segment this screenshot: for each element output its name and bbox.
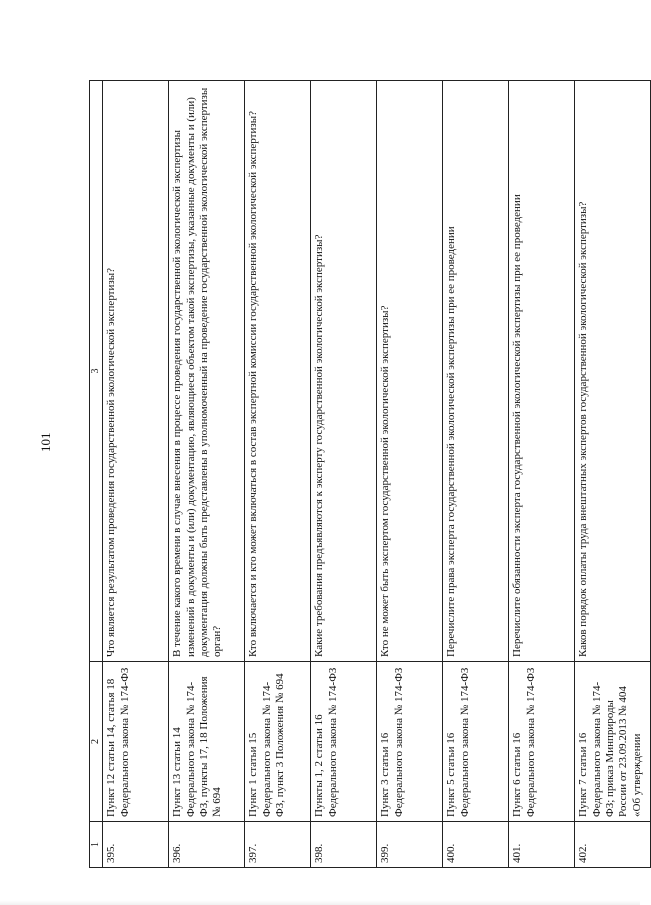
row-number: 402. — [575, 822, 651, 868]
table-row — [443, 81, 509, 868]
table-header-row — [90, 81, 103, 868]
question-text: Кто включается и кто может включаться в состав экспертной комиссии государственной экологической экспертизы? — [245, 81, 311, 662]
row-number: 401. — [509, 822, 575, 868]
row-number: 396. — [169, 822, 245, 868]
legal-reference: Пункт 12 статьи 14, статья 18 Федерального закона № 174-ФЗ — [103, 662, 169, 822]
table-row — [103, 81, 169, 868]
legal-reference: Пункты 1, 2 статьи 16 Федерального закона № 174-ФЗ — [311, 662, 377, 822]
row-number: 399. — [377, 822, 443, 868]
row-number: 400. — [443, 822, 509, 868]
row-number: 395. — [103, 822, 169, 868]
question-text: Перечислите права эксперта государственной экологической экспертизы при ее проведении — [443, 81, 509, 662]
question-text: Перечислите обязанности эксперта государственной экологической экспертизы при ее проведении — [509, 81, 575, 662]
question-text: Что является результатом проведения государственной экологической экспертизы? — [103, 81, 169, 662]
row-number: 397. — [245, 822, 311, 868]
question-text: Какие требования предъявляются к эксперту государственной экологической экспертизы? — [311, 81, 377, 662]
rotated-table-wrapper — [89, 81, 643, 868]
table-row — [575, 81, 651, 868]
legal-reference: Пункт 1 статьи 15 Федерального закона № 174-ФЗ, пункт 3 Положения № 694 — [245, 662, 311, 822]
questions-table — [89, 80, 651, 868]
scan-edge — [0, 900, 640, 905]
question-text: Каков порядок оплаты труда внештатных экспертов государственной экологической экспертизы? — [575, 81, 651, 662]
table-row — [245, 81, 311, 868]
table-row — [377, 81, 443, 868]
question-text: В течение какого времени в случае внесения в процессе проведения государственной экологической экспертизы изменений в документы и (или) документацию, являющиеся объектом такой экспертизы, указанные документы и (или) документация должны быть представлены в уполномоченный на проведение государственной экологической экспертизы орган? — [169, 81, 245, 662]
table-row — [311, 81, 377, 868]
table-row — [169, 81, 245, 868]
header-cell-1: 1 — [90, 822, 103, 868]
question-text: Кто не может быть экспертом государственной экологической экспертизы? — [377, 81, 443, 662]
row-number: 398. — [311, 822, 377, 868]
legal-reference: Пункт 3 статьи 16 Федерального закона № 174-ФЗ — [377, 662, 443, 822]
legal-reference: Пункт 6 статьи 16 Федерального закона № 174-ФЗ — [509, 662, 575, 822]
header-cell-3: 3 — [90, 81, 103, 662]
legal-reference: Пункт 13 статьи 14 Федерального закона № 174-ФЗ, пункты 17, 18 Положения № 694 — [169, 662, 245, 822]
page-number: 101 — [38, 432, 53, 452]
header-cell-2: 2 — [90, 662, 103, 822]
table-row — [509, 81, 575, 868]
legal-reference: Пункт 5 статьи 16 Федерального закона № 174-ФЗ — [443, 662, 509, 822]
legal-reference: Пункт 7 статьи 16 Федерального закона № 174-ФЗ; приказ Минприроды России от 23.09.2013 № 404 «Об утверждении — [575, 662, 651, 822]
